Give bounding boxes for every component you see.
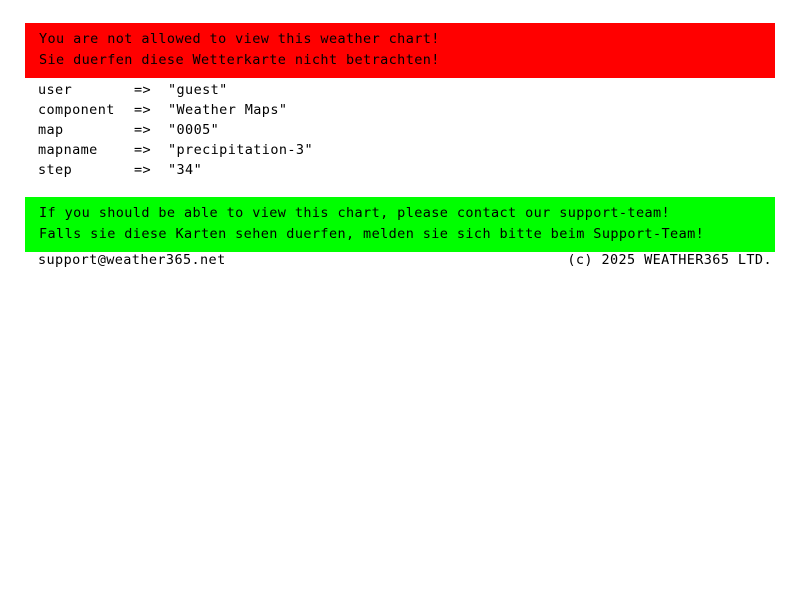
- access-denied-message-en: You are not allowed to view this weather chart!: [39, 31, 440, 47]
- request-parameters: [38, 80, 778, 180]
- param-value-step: "34": [168, 162, 203, 178]
- param-value-component: "Weather Maps": [168, 102, 288, 118]
- param-value-user: "guest": [168, 82, 228, 98]
- param-key-user: user: [38, 82, 73, 98]
- access-denied-banner: [25, 23, 775, 78]
- param-arrow: =>: [134, 122, 152, 138]
- param-arrow: =>: [134, 142, 152, 158]
- param-key-step: step: [38, 162, 73, 178]
- copyright-notice: (c) 2025 WEATHER365 LTD.: [567, 252, 772, 268]
- param-value-mapname: "precipitation-3": [168, 142, 313, 158]
- param-arrow: =>: [134, 162, 152, 178]
- page-footer: [38, 250, 772, 270]
- param-row: [38, 80, 778, 100]
- param-arrow: =>: [134, 102, 152, 118]
- param-key-mapname: mapname: [38, 142, 98, 158]
- param-row: [38, 100, 778, 120]
- support-info-banner: [25, 197, 775, 252]
- param-key-component: component: [38, 102, 115, 118]
- support-info-message-de: Falls sie diese Karten sehen duerfen, melden sie sich bitte beim Support-Team!: [39, 226, 705, 242]
- param-key-map: map: [38, 122, 64, 138]
- support-email-link[interactable]: support@weather365.net: [38, 252, 226, 268]
- param-arrow: =>: [134, 82, 152, 98]
- param-value-map: "0005": [168, 122, 220, 138]
- param-row: [38, 140, 778, 160]
- support-info-message-en: If you should be able to view this chart, please contact our support-team!: [39, 205, 671, 221]
- param-row: [38, 160, 778, 180]
- param-row: [38, 120, 778, 140]
- access-denied-message-de: Sie duerfen diese Wetterkarte nicht betrachten!: [39, 52, 440, 68]
